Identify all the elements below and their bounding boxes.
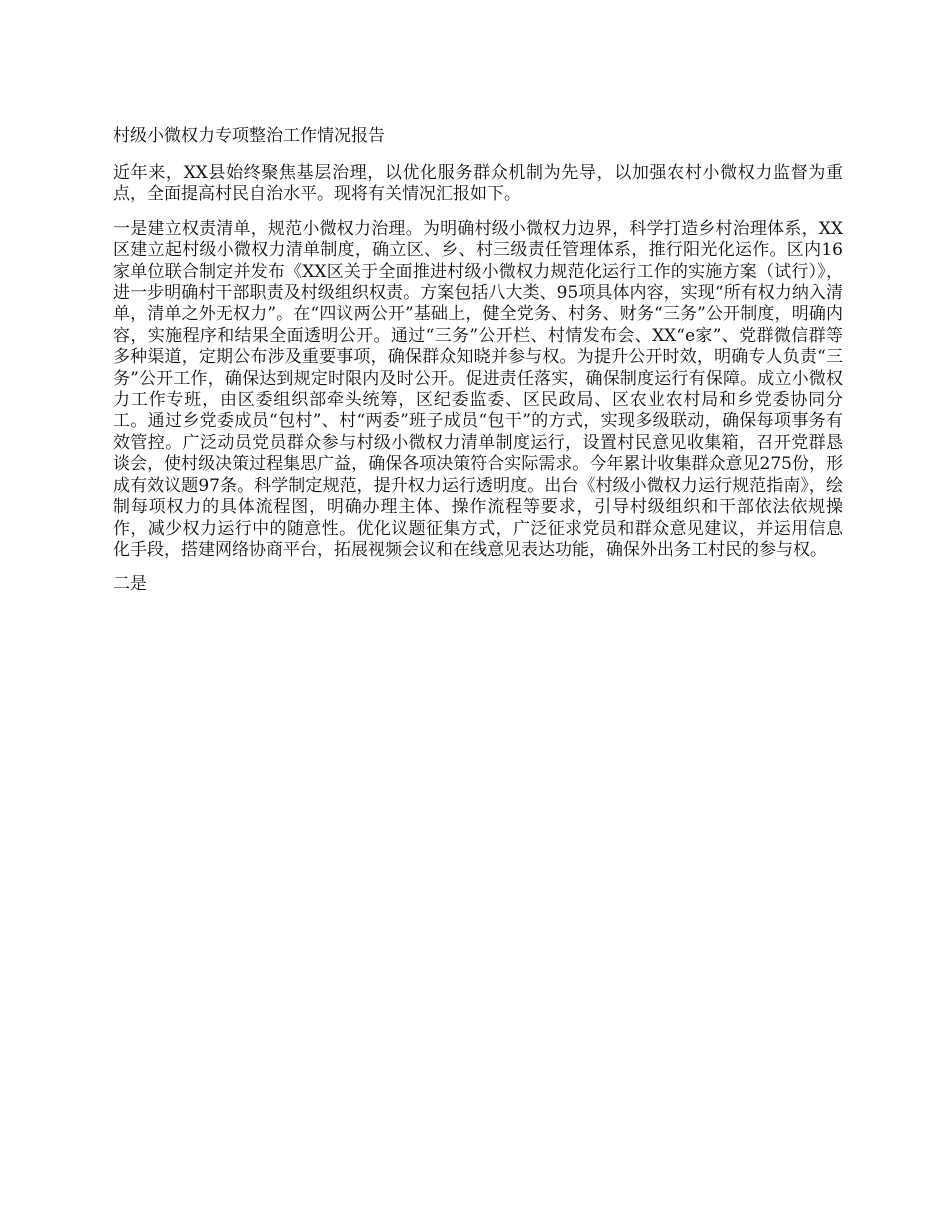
section-one-paragraph: 一是建立权责清单，规范小微权力治理。为明确村级小微权力边界，科学打造乡村治理体系，XX区建立起村级小微权力清单制度，确立区、乡、村三级责任管理体系，推行阳光化运作。区内16家单位联合制定并发布《XX区关于全面推进村级小微权力规范化运行工作的实施方案（试行）》，进一步明确村干部职责及村级组织权责。方案包括八大类、95项具体内容，实现“所有权力纳入清单，清单之外无权力”。在“四议两公开”基础上，健全党务、村务、财务“三务”公开制度，明确内容，实施程序和结果全面透明公开。通过“三务”公开栏、村情发布会、XX“e家”、党群微信群等多种渠道，定期公布涉及重要事项，确保群众知晓并参与权。为提升公开时效，明确专人负责“三务”公开工作，确保达到规定时限内及时公开。促进责任落实，确保制度运行有保障。成立小微权力工作专班，由区委组织部牵头统筹，区纪委监委、区民政局、区农业农村局和乡党委协同分工。通过乡党委成员“包村”、村“两委”班子成员“包干”的方式，实现多级联动，确保每项事务有效管控。广泛动员党员群众参与村级小微权力清单制度运行，设置村民意见收集箱，召开党群恳谈会，使村级决策过程集思广益，确保各项决策符合实际需求。今年累计收集群众意见275份，形成有效议题97条。科学制定规范，提升权力运行透明度。出台《村级小微权力运行规范指南》，绘制每项权力的具体流程图，明确办理主体、操作流程等要求，引导村级组织和干部依法依规操作，减少权力运行中的随意性。优化议题征集方式，广泛征求党员和群众意见建议，并运用信息化手段，搭建网络协商平台，拓展视频会议和在线意见表达功能，确保外出务工村民的参与权。: [113, 218, 843, 560]
document-page: [113, 124, 843, 609]
section-two-paragraph: 二是: [113, 574, 147, 595]
document-title: 村级小微权力专项整治工作情况报告: [113, 126, 385, 146]
intro-paragraph: 近年来，XX县始终聚焦基层治理，以优化服务群众机制为先导，以加强农村小微权力监督为重点，全面提高村民自治水平。现将有关情况汇报如下。: [113, 163, 843, 205]
